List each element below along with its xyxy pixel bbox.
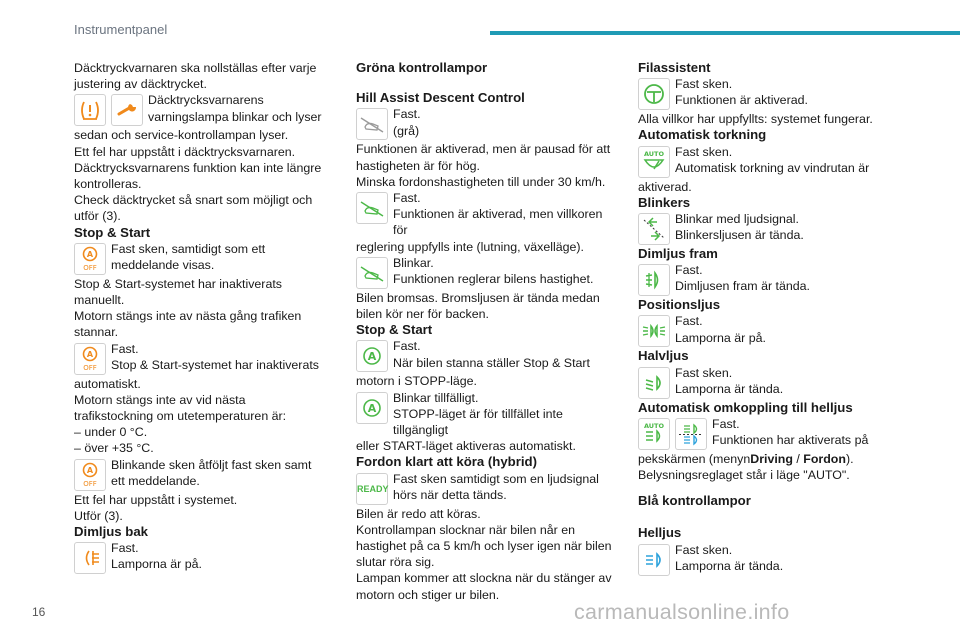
auto-high-beam-icon [638, 418, 670, 450]
stop-start-off-entry-2 [74, 341, 326, 376]
position-lights-desc: Lamporna är på. [675, 330, 766, 345]
ready-line: Kontrollampan slocknar när bilen når en hastighet på ca 5 km/h och lyser igen när bilen slutar röra sig. [356, 522, 612, 570]
svg-text:OFF: OFF [83, 363, 97, 372]
indicators-entry [638, 211, 938, 246]
page-number: 16 [32, 605, 46, 619]
stop-start-line: Motorn stängs inte av vid nästa trafikstockning om utetemperaturen är: [74, 392, 287, 424]
position-lights-entry [638, 313, 938, 348]
indicators-icon [638, 213, 670, 245]
auto-high-beam-line: Belysningsreglaget står i läge "AUTO". [638, 468, 850, 483]
stop-start-off-entry-1 [74, 241, 326, 276]
stop-start-desc: STOPP-läget är för tillfället inte tillgängligt [393, 406, 563, 438]
stop-start-status: Blinkar tillfälligt. [393, 390, 479, 405]
high-beam-split-icon [675, 418, 707, 450]
hill-descent-icon [356, 108, 388, 140]
auto-high-beam-status: Fast. [712, 416, 740, 431]
stop-start-desc: När bilen stanna ställer Stop & Start [393, 355, 590, 370]
high-beam-heading: Helljus [638, 525, 682, 541]
svg-text:OFF: OFF [83, 263, 97, 272]
blue-lamps-heading: Blå kontrollampor [638, 493, 751, 509]
stop-start-cont: automatiskt. [74, 376, 141, 391]
tyre-line: Ett fel har uppstått i däcktrycksvarnaren. [74, 144, 296, 159]
auto-wipe-desc: Automatisk torkning av vindrutan är [675, 160, 870, 175]
svg-text:A: A [86, 349, 94, 359]
stop-start-heading: Stop & Start [356, 322, 433, 338]
front-fog-entry [638, 262, 938, 297]
auto-high-beam-desc: Funktionen har aktiverats på [712, 433, 869, 448]
stop-start-entry-2 [356, 390, 620, 439]
position-lights-heading: Positionsljus [638, 297, 721, 313]
stop-start-line: Utför (3). [74, 508, 123, 523]
auto-wipe-icon [638, 146, 670, 178]
lane-assist-icon [638, 78, 670, 110]
rear-fog-heading: Dimljus bak [74, 524, 149, 540]
stop-start-icon [356, 340, 388, 372]
stop-start-line: Motorn stängs inte av nästa gång trafiken stannar. [74, 309, 302, 340]
svg-text:A: A [86, 249, 94, 259]
ready-desc: Fast sken samtidigt som en ljudsignal hörs när detta tänds. [393, 471, 599, 502]
tyre-pressure-icon [74, 94, 106, 126]
auto-wipe-icon-label: AUTO [643, 149, 665, 158]
lane-assist-line: Alla villkor har uppfyllts: systemet fungerar. [638, 112, 873, 127]
stop-start-fault-desc: Blinkande sken åtföljt fast sken samt ett meddelande. [111, 457, 312, 488]
tyre-warning-cont: sedan och service-kontrollampan lyser. [74, 128, 289, 143]
stop-start-off-icon [74, 343, 106, 375]
lane-assist-entry [638, 76, 938, 111]
hadc-cont: Funktionen är aktiverad, men är pausad för att hastigheten är för hög. [356, 142, 611, 173]
ready-heading: Fordon klart att köra (hybrid) [356, 454, 537, 470]
page-header: Instrumentpanel [74, 22, 168, 37]
tyre-intro: Däcktryckvarnaren ska nollställas efter varje justering av däcktrycket. [74, 61, 317, 92]
front-fog-desc: Dimljusen fram är tända. [675, 279, 810, 294]
column-2 [356, 60, 620, 603]
ready-entry [356, 471, 620, 506]
svg-text:A: A [367, 401, 377, 415]
stop-start-status: Fast. [393, 339, 421, 354]
stop-start-off-entry-3 [74, 457, 326, 492]
high-beam-icon [638, 544, 670, 576]
position-lights-status: Fast. [675, 314, 703, 329]
stop-start-off-icon [74, 243, 106, 275]
hadc-desc: Funktionen är aktiverad, men villkoren för [393, 207, 603, 238]
hill-descent-icon [356, 257, 388, 289]
hadc-status: Fast. [393, 107, 421, 122]
stop-start-cont: eller START-läget aktiveras automatiskt. [356, 439, 576, 454]
auto-wipe-heading: Automatisk torkning [638, 127, 767, 143]
high-beam-desc: Lamporna är tända. [675, 558, 784, 573]
rear-fog-desc: Lamporna är på. [111, 557, 202, 572]
low-beam-status: Fast sken. [675, 365, 733, 380]
high-beam-status: Fast sken. [675, 542, 733, 557]
front-fog-status: Fast. [675, 263, 703, 278]
indicators-desc: Blinkersljusen är tända. [675, 228, 804, 243]
hadc-color: (grå) [393, 123, 420, 138]
stop-start-cont: motorn i STOPP-läge. [356, 374, 477, 389]
position-lights-icon [638, 315, 670, 347]
stop-start-line: Stop & Start-systemet har inaktiverats manuellt. [74, 276, 282, 308]
auto-high-beam-heading: Automatisk omkoppling till helljus [638, 399, 853, 415]
hadc-cont: reglering uppfylls inte (lutning, växelläge). [356, 239, 584, 254]
tyre-warning-entry [74, 92, 326, 127]
auto-high-beam-entry [638, 416, 938, 451]
low-beam-desc: Lamporna är tända. [675, 381, 784, 396]
svg-text:A: A [86, 465, 94, 475]
lane-assist-heading: Filassistent [638, 60, 711, 75]
hadc-line: Minska fordonshastigheten till under 30 km/h. [356, 174, 606, 189]
ready-line: Bilen är redo att köras. [356, 506, 481, 521]
rear-fog-status: Fast. [111, 541, 139, 556]
hill-descent-icon [356, 192, 388, 224]
stop-start-entry-1 [356, 338, 620, 373]
stop-start-line: – under 0 °C. [74, 425, 148, 440]
svg-text:A: A [367, 350, 377, 364]
stop-start-off-icon [74, 459, 106, 491]
ready-line: Lampan kommer att slockna när du stänger av motorn och stiger ur bilen. [356, 571, 612, 602]
svg-text:OFF: OFF [83, 479, 97, 488]
ready-icon: READY [356, 473, 388, 505]
hadc-entry-3 [356, 255, 620, 290]
hadc-entry-2 [356, 190, 620, 239]
low-beam-heading: Halvljus [638, 348, 689, 364]
stop-start-off-desc: Fast sken, samtidigt som ett meddelande visas. [111, 241, 266, 273]
auto-wipe-status: Fast sken. [675, 144, 733, 159]
high-beam-entry [638, 542, 938, 577]
auto-wipe-cont: aktiverad. [638, 179, 692, 194]
stop-start-icon [356, 392, 388, 424]
stop-start-line: Ett fel har uppstått i systemet. [74, 492, 238, 507]
tyre-line: Check däcktrycket så snart som möjligt och utför (3). [74, 193, 313, 224]
lane-assist-status: Fast sken. [675, 77, 733, 92]
hadc-desc: Funktionen reglerar bilens hastighet. [393, 272, 594, 287]
auto-high-beam-cont: pekskärmen (menynDriving / Fordon). [638, 451, 854, 466]
wrench-icon [111, 94, 143, 126]
hadc-status: Fast. [393, 191, 421, 206]
column-1 [74, 60, 326, 575]
low-beam-icon [638, 367, 670, 399]
stop-start-heading: Stop & Start [74, 224, 151, 240]
stop-start-desc: Stop & Start-systemet har inaktiverats [111, 357, 319, 372]
green-lamps-heading: Gröna kontrollampor [356, 60, 488, 75]
tyre-line: Däcktrycksvarnarens funktion kan inte längre kontrolleras. [74, 160, 322, 192]
tyre-warning-desc: Däcktrycksvarnarens varningslampa blinkar och lyser [148, 93, 322, 124]
rear-fog-entry [74, 540, 326, 575]
auto-high-beam-icon-label: AUTO [643, 421, 665, 430]
front-fog-icon [638, 264, 670, 296]
rear-fog-icon [74, 542, 106, 574]
hadc-line: Bilen bromsas. Bromsljusen är tända medan bilen kör ner för backen. [356, 290, 600, 322]
column-3 [638, 60, 938, 577]
hadc-entry-1 [356, 106, 620, 141]
stop-start-status: Fast. [111, 341, 139, 356]
hadc-status: Blinkar. [393, 255, 434, 270]
header-bar [490, 31, 960, 35]
watermark: carmanualsonline.info [574, 600, 790, 624]
indicators-status: Blinkar med ljudsignal. [675, 212, 799, 227]
indicators-heading: Blinkers [638, 194, 691, 210]
stop-start-line: – över +35 °C. [74, 441, 154, 456]
auto-wipe-entry [638, 144, 938, 179]
hadc-heading: Hill Assist Descent Control [356, 90, 525, 106]
lane-assist-desc: Funktionen är aktiverad. [675, 93, 808, 108]
low-beam-entry [638, 365, 938, 400]
front-fog-heading: Dimljus fram [638, 246, 718, 262]
